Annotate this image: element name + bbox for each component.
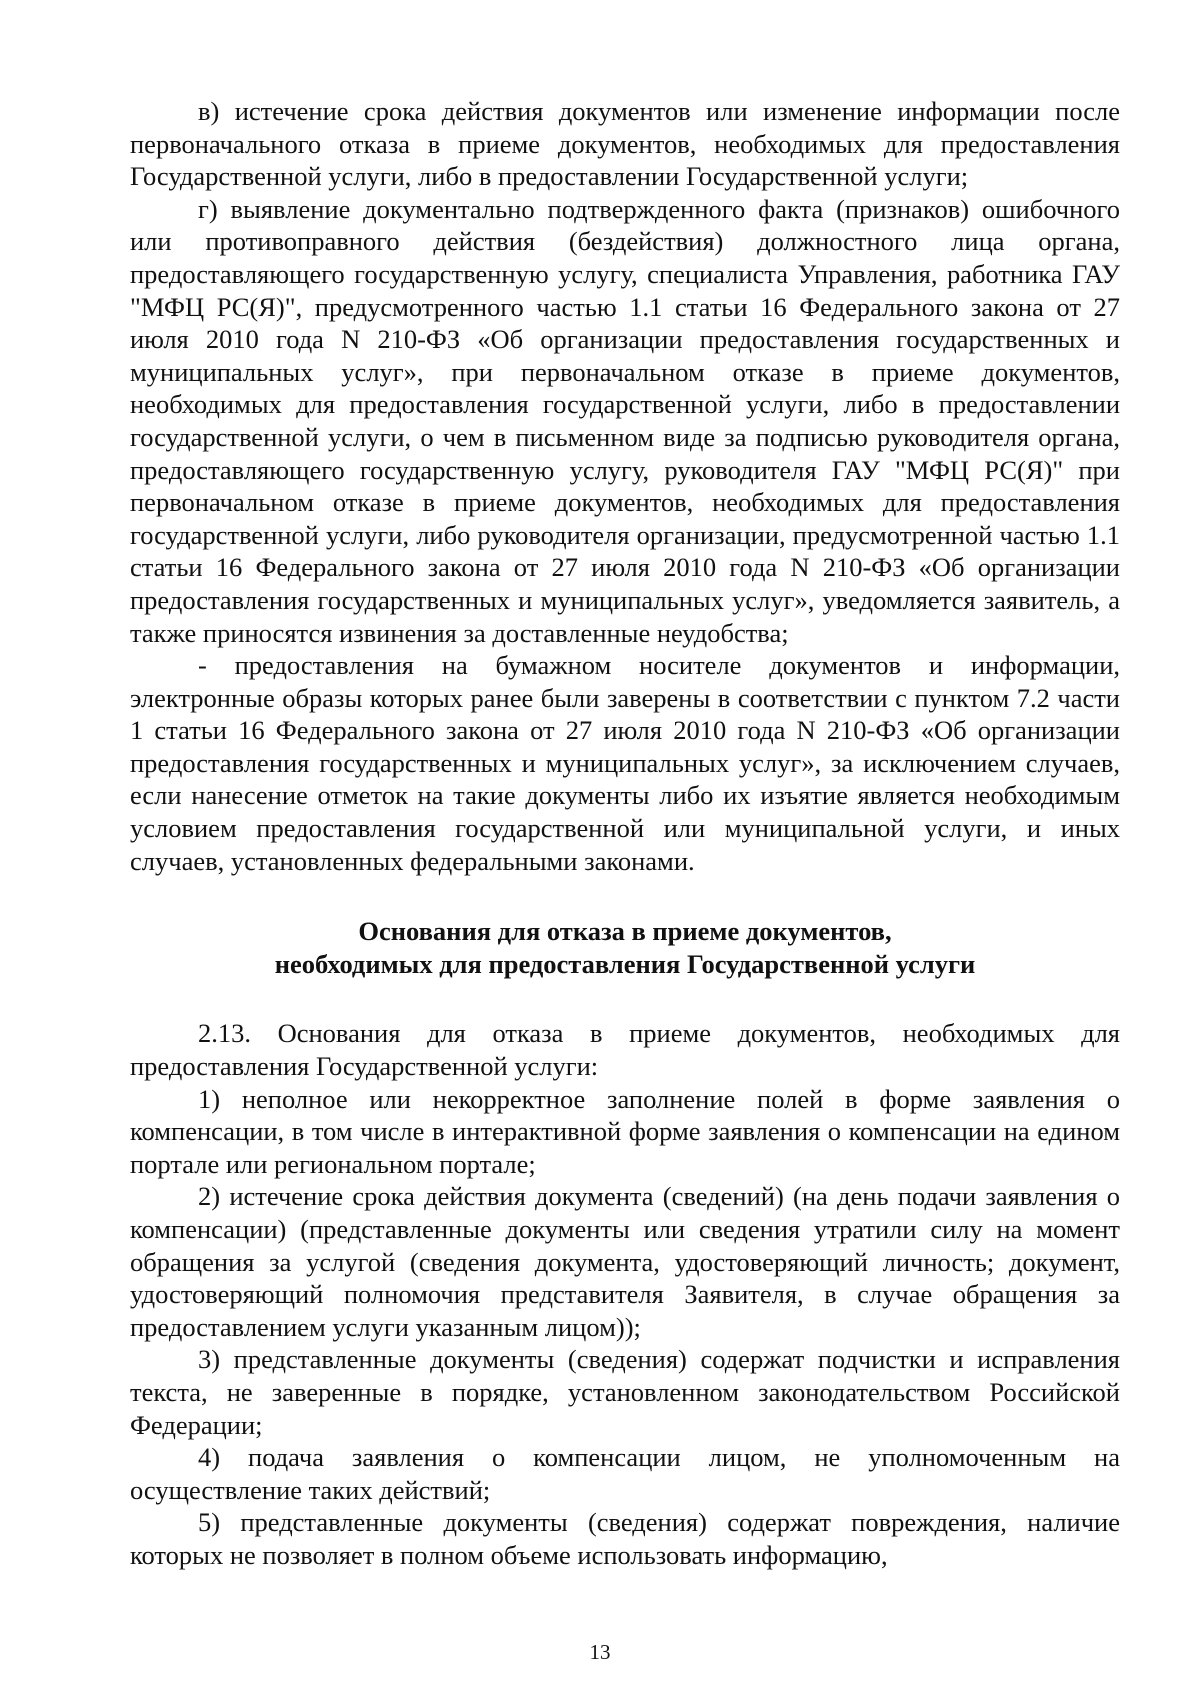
list-item-1: 1) неполное или некорректное заполнение полей в форме заявления о компенсации, в том числе в интерактивной форме заявления о компенсации на едином портале или региональном портале; [130, 1083, 1120, 1179]
section-heading [130, 915, 1120, 980]
section-heading-line-2: необходимых для предоставления Государственной услуги [274, 948, 976, 979]
list-item-2: 2) истечение срока действия документа (сведений) (на день подачи заявления о компенсации) (представленные документы или сведения утратили силу на момент обращения за услугой (сведения документа, удостоверяющий личность; документ, удостоверяющий полномочия представителя Заявителя, в случае обращения за предоставлением услуги указанным лицом)); [130, 1181, 1120, 1342]
page-content [130, 95, 1120, 1572]
list-item-4: 4) подача заявления о компенсации лицом, не уполномоченным на осуществление таких действий; [130, 1442, 1120, 1505]
paragraph-2-13: 2.13. Основания для отказа в приеме документов, необходимых для предоставления Государственной услуги: [130, 1018, 1120, 1082]
paragraph-v: в) истечение срока действия документов или изменение информации после первоначального отказа в приеме документов, необходимых для предоставления Государственной услуги, либо в предоставлении Государственной услуги; [130, 96, 1120, 192]
list-item-3: 3) представленные документы (сведения) содержат подчистки и исправления текста, не заверенные в порядке, установленном законодательством Российской Федерации; [130, 1344, 1120, 1440]
paragraph-paper-documents: - предоставления на бумажном носителе документов и информации, электронные образы которых ранее были заверены в соответствии с пунктом 7.2 части 1 статьи 16 Федерального закона от 27 июля 2010 года N 210-ФЗ «Об организации предоставления государственных и муниципальных услуг», за исключением случаев, если нанесение отметок на такие документы либо их изъятие является необходимым условием предоставления государственной или муниципальной услуги, и иных случаев, установленных федеральными законами. [130, 650, 1120, 876]
list-item-5: 5) представленные документы (сведения) содержат повреждения, наличие которых не позволяет в полном объеме использовать информацию, [130, 1507, 1120, 1570]
paragraph-g: г) выявление документально подтвержденного факта (признаков) ошибочного или противоправного действия (бездействия) должностного лица органа, предоставляющего государственную услугу, специалиста Управления, работника ГАУ "МФЦ РС(Я)", предусмотренного частью 1.1 статьи 16 Федерального закона от 27 июля 2010 года N 210-ФЗ «Об организации предоставления государственных и муниципальных услуг», при первоначальном отказе в приеме документов, необходимых для предоставления государственной услуги, либо в предоставлении государственной услуги, о чем в письменном виде за подписью руководителя органа, предоставляющего государственную услугу, руководителя ГАУ "МФЦ РС(Я)" при первоначальном отказе в приеме документов, необходимых для предоставления государственной услуги, либо руководителя организации, предусмотренной частью 1.1 статьи 16 Федерального закона от 27 июля 2010 года N 210-ФЗ «Об организации предоставления государственных и муниципальных услуг», уведомляется заявитель, а также приносятся извинения за доставленные неудобства; [130, 193, 1120, 648]
page-number: 13 [589, 1640, 611, 1664]
section-heading-line-1: Основания для отказа в приеме документов, [358, 916, 892, 947]
